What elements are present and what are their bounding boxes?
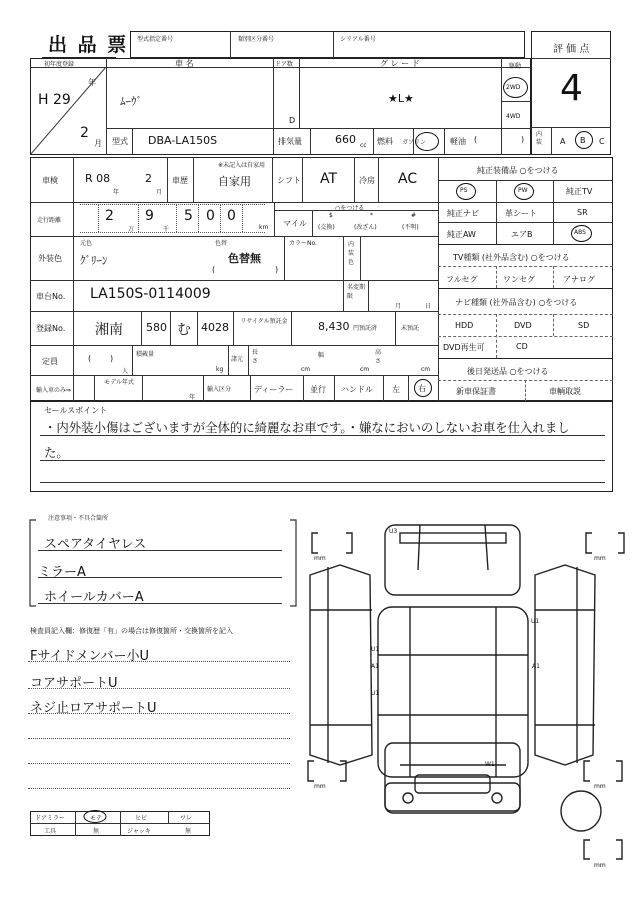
later-manual: 車輌取説 (549, 387, 581, 396)
door-value: D (289, 116, 296, 125)
bt-jack: ジャッキ (127, 828, 151, 835)
width-cm: cm (360, 366, 370, 373)
plate-label: 登録No. (36, 324, 66, 333)
inspection-value: R 08 (85, 172, 111, 185)
mileage-km: km (259, 224, 269, 231)
ac-label: 冷房 (359, 176, 375, 185)
diagram-mm-1: mm (314, 555, 326, 562)
genuine-title: 純正装備品 ○をつける (477, 166, 559, 175)
inspector-item-1: Fサイドメンバー小U (30, 649, 150, 664)
odo-unknown: (不明) (402, 224, 419, 231)
equip-pw: PW (518, 187, 528, 194)
odo-unknown-sym: # (411, 212, 417, 219)
inspection-label: 車検 (42, 176, 58, 185)
diagram-a1-right: A1 (532, 663, 540, 670)
bt-tools: 工具 (44, 828, 57, 835)
inspection-year-unit: 年 (113, 189, 120, 196)
sales-point-line1: ・内外装小傷はございますが全体的に綺麗なお車です。・嫌なにおいのしないお車を仕入れまし (44, 420, 570, 435)
width-label: 幅 (318, 352, 325, 359)
fuel-diesel: 軽油 (450, 137, 466, 146)
car-damage-diagram (300, 515, 630, 900)
fuel-label: 燃料 (377, 137, 393, 146)
import-type-label: 輸入区分 (207, 386, 232, 393)
grade-label: グ レ ー ド (380, 59, 420, 68)
bt-mirror: ドアミラー (35, 815, 65, 822)
mileage-digit-2: 9 (145, 208, 154, 224)
length-label: 長さ (252, 349, 259, 365)
mileage-sen: 千 (163, 226, 170, 233)
mote-circle (82, 809, 108, 824)
score-label: 評 価 点 (553, 44, 590, 55)
notes-item-1: スペアタイヤレス (44, 537, 147, 552)
equip-abs: ABS (574, 229, 586, 236)
door-label: ドア数 (275, 61, 293, 68)
plate-num: 4028 (201, 321, 229, 334)
orig-color-label: 元色 (80, 240, 93, 247)
drive-2wd: 2WD (506, 84, 521, 91)
name-change-day: 日 (425, 303, 432, 310)
first-reg-era: H 29 (38, 92, 71, 108)
navi-hdd: HDD (455, 321, 474, 330)
repaint-label: 色替 (215, 240, 228, 247)
color-label: 外装色 (38, 254, 62, 263)
grade-value: ★L★ (388, 92, 414, 105)
diagram-u1-right: U1 (531, 618, 540, 625)
history-label: 車歴 (172, 176, 188, 185)
plate-region: 湘南 (95, 322, 123, 338)
shift-value: AT (320, 171, 338, 187)
handle-left: 左 (392, 385, 400, 394)
notes-item-2: ミラーA (38, 565, 86, 580)
form-title: 出 品 票 (48, 34, 129, 56)
equip-leather: 革シート (505, 209, 537, 218)
interior-c: C (599, 137, 605, 146)
interior-a: A (560, 137, 566, 146)
diagram-mm-5: mm (594, 862, 606, 869)
mileage-digit-4: 0 (206, 208, 215, 224)
fuel-gas: ガソリン (402, 139, 427, 146)
bt-hibi: ヒビ (135, 815, 148, 822)
first-reg-month: 2 (80, 125, 89, 141)
tv-oneseg: ワンセグ (503, 275, 535, 284)
name-change-month: 月 (395, 303, 402, 310)
height-label: 高さ (375, 349, 382, 365)
model-year-unit: 年 (189, 394, 196, 401)
odo-swap-sym: $ (329, 212, 333, 219)
import-label: 輸入車のみ⇒ (36, 387, 72, 394)
color-no-label: カラーNo. (289, 240, 317, 247)
recycle-unit: 円預託済 (353, 325, 378, 332)
navi-type-title: ナビ種類 (社外品含む) ○をつける (455, 298, 578, 307)
chassis-label: 車台No. (36, 292, 66, 301)
header-row-box (130, 31, 525, 58)
shift-label: シフト (277, 176, 301, 185)
length-cm: cm (301, 366, 311, 373)
capacity-label: 定員 (42, 357, 58, 366)
orig-color: ｸﾞﾘｰﾝ (80, 254, 108, 267)
interior-label: 内装 (536, 131, 543, 146)
mileage-digit-5: 0 (227, 208, 236, 224)
equip-ps: PS (460, 187, 468, 194)
serial-label: シリアル番号 (340, 36, 376, 43)
interior-b: B (580, 136, 586, 145)
diagram-w1: W1 (485, 761, 495, 768)
drive-4wd: 4WD (506, 113, 521, 120)
score-value: 4 (560, 68, 583, 109)
chassis-value: LA150S-0114009 (90, 286, 211, 302)
repaint-paren-open: ( (212, 265, 216, 274)
mileage-man: 万 (128, 226, 135, 233)
inspection-month-unit: 月 (156, 189, 163, 196)
odo-mark-label: ○をつける (335, 205, 365, 212)
repaint-paren-close: ) (275, 265, 279, 274)
car-name: ﾑｰｳﾞ (120, 95, 142, 108)
first-reg-month-unit: 月 (94, 139, 102, 148)
equip-navi: 純正ナビ (447, 209, 479, 218)
diagram-u1-left: U1 (371, 646, 380, 653)
handle-label: ハンドル (341, 385, 373, 394)
first-reg-label: 初年度登録 (44, 61, 75, 68)
tv-analog: アナログ (563, 275, 595, 284)
recycle-value: 8,430 (318, 320, 350, 333)
navi-dvd: DVD (514, 321, 532, 330)
mileage-mile: マイル (283, 219, 307, 228)
equip-sr: SR (577, 208, 588, 217)
spec-label: 諸元 (231, 356, 244, 363)
bt-none2: 無 (185, 828, 192, 835)
tv-type-title: TV種類 (社外品含む) ○をつける (453, 253, 570, 262)
navi-dvd-play: DVD再生可 (443, 343, 485, 352)
equip-airbag: エアB (511, 230, 533, 239)
plate-class: 580 (146, 321, 167, 334)
fuel-paren-open: ( (474, 135, 478, 144)
first-reg-year-unit: 年 (88, 78, 96, 87)
type-value: DBA-LA150S (148, 134, 218, 147)
odo-tamper-sym: * (370, 212, 373, 219)
plate-kana: む (177, 322, 191, 338)
bt-mote: モテ (90, 815, 103, 822)
bt-none1: 無 (93, 828, 100, 835)
ac-value: AC (398, 171, 418, 187)
equip-tv: 純正TV (566, 187, 593, 196)
navi-sd: SD (578, 321, 590, 330)
later-warranty: 新車保証書 (456, 387, 496, 396)
repaint-value: 色替無 (228, 252, 261, 265)
odo-tamper: (改ざん) (354, 224, 377, 231)
notes-item-3: ホイールカバーA (44, 590, 144, 605)
sales-point-line2: た。 (44, 445, 69, 460)
mileage-digit-3: 5 (184, 208, 193, 224)
sales-point-box (30, 401, 613, 492)
load-label: 積載量 (136, 351, 155, 358)
odo-swap: (交換) (318, 224, 335, 231)
load-unit: kg (216, 366, 224, 373)
interior-color-label: 内装色 (348, 241, 355, 266)
notes-label: 注意事項・不具合箇所 (48, 515, 109, 522)
bt-ware: ワレ (180, 815, 193, 822)
equip-aw: 純正AW (447, 230, 476, 239)
inspector-label: 検査員記入欄：修復歴「有」の場合は修復箇所・交換箇所を記入 (30, 627, 233, 635)
disp-value: 660 (335, 133, 356, 146)
inspector-item-3: ネジ止ロアサポートU (30, 701, 157, 716)
recycle-no: 未預託 (401, 325, 420, 332)
model-cert-label: 型式指定番号 (137, 36, 174, 43)
history-value: 自家用 (218, 175, 251, 188)
inspection-month: 2 (145, 172, 152, 185)
fuel-paren-close: ) (521, 135, 525, 144)
tv-fullseg: フルセグ (446, 275, 478, 284)
inspector-item-2: コアサポートU (30, 676, 118, 691)
sales-point-label: セールスポイント (44, 406, 108, 415)
history-note: ※未記入は自家用 (218, 162, 266, 169)
diagram-mm-3: mm (314, 783, 326, 790)
capacity-open: ( (88, 354, 92, 363)
diagram-mm-2: mm (594, 555, 606, 562)
capacity-unit: 人 (122, 368, 129, 375)
name-change-label: 名変期限 (347, 284, 366, 300)
height-cm: cm (421, 366, 431, 373)
drive-label: 駆動 (509, 63, 522, 70)
diagram-u3: U3 (389, 528, 398, 535)
parallel: 並行 (310, 385, 326, 394)
class-label: 類別区分番号 (238, 36, 275, 43)
mileage-digit-1: 2 (105, 208, 114, 224)
diagram-a1-left: A1 (371, 663, 379, 670)
recycle-label: リサイクル預託金 (240, 318, 288, 325)
mileage-label: 走行距離 (37, 217, 62, 224)
navi-cd: CD (516, 342, 528, 351)
diagram-mm-4: mm (594, 783, 606, 790)
dealer: ディーラー (254, 385, 294, 394)
fuel-gas-circle (415, 132, 439, 151)
disp-label: 排気量 (278, 137, 302, 146)
car-name-label: 車 名 (175, 59, 194, 68)
model-year-label: モデル年式 (104, 379, 134, 386)
type-label: 型式 (112, 137, 128, 146)
later-title: 後日発送品 ○をつける (467, 367, 549, 376)
capacity-close: ) (110, 354, 114, 363)
diagram-u1-left2: U1 (371, 690, 380, 697)
handle-right: 右 (418, 384, 426, 393)
disp-unit: cc (360, 142, 367, 149)
